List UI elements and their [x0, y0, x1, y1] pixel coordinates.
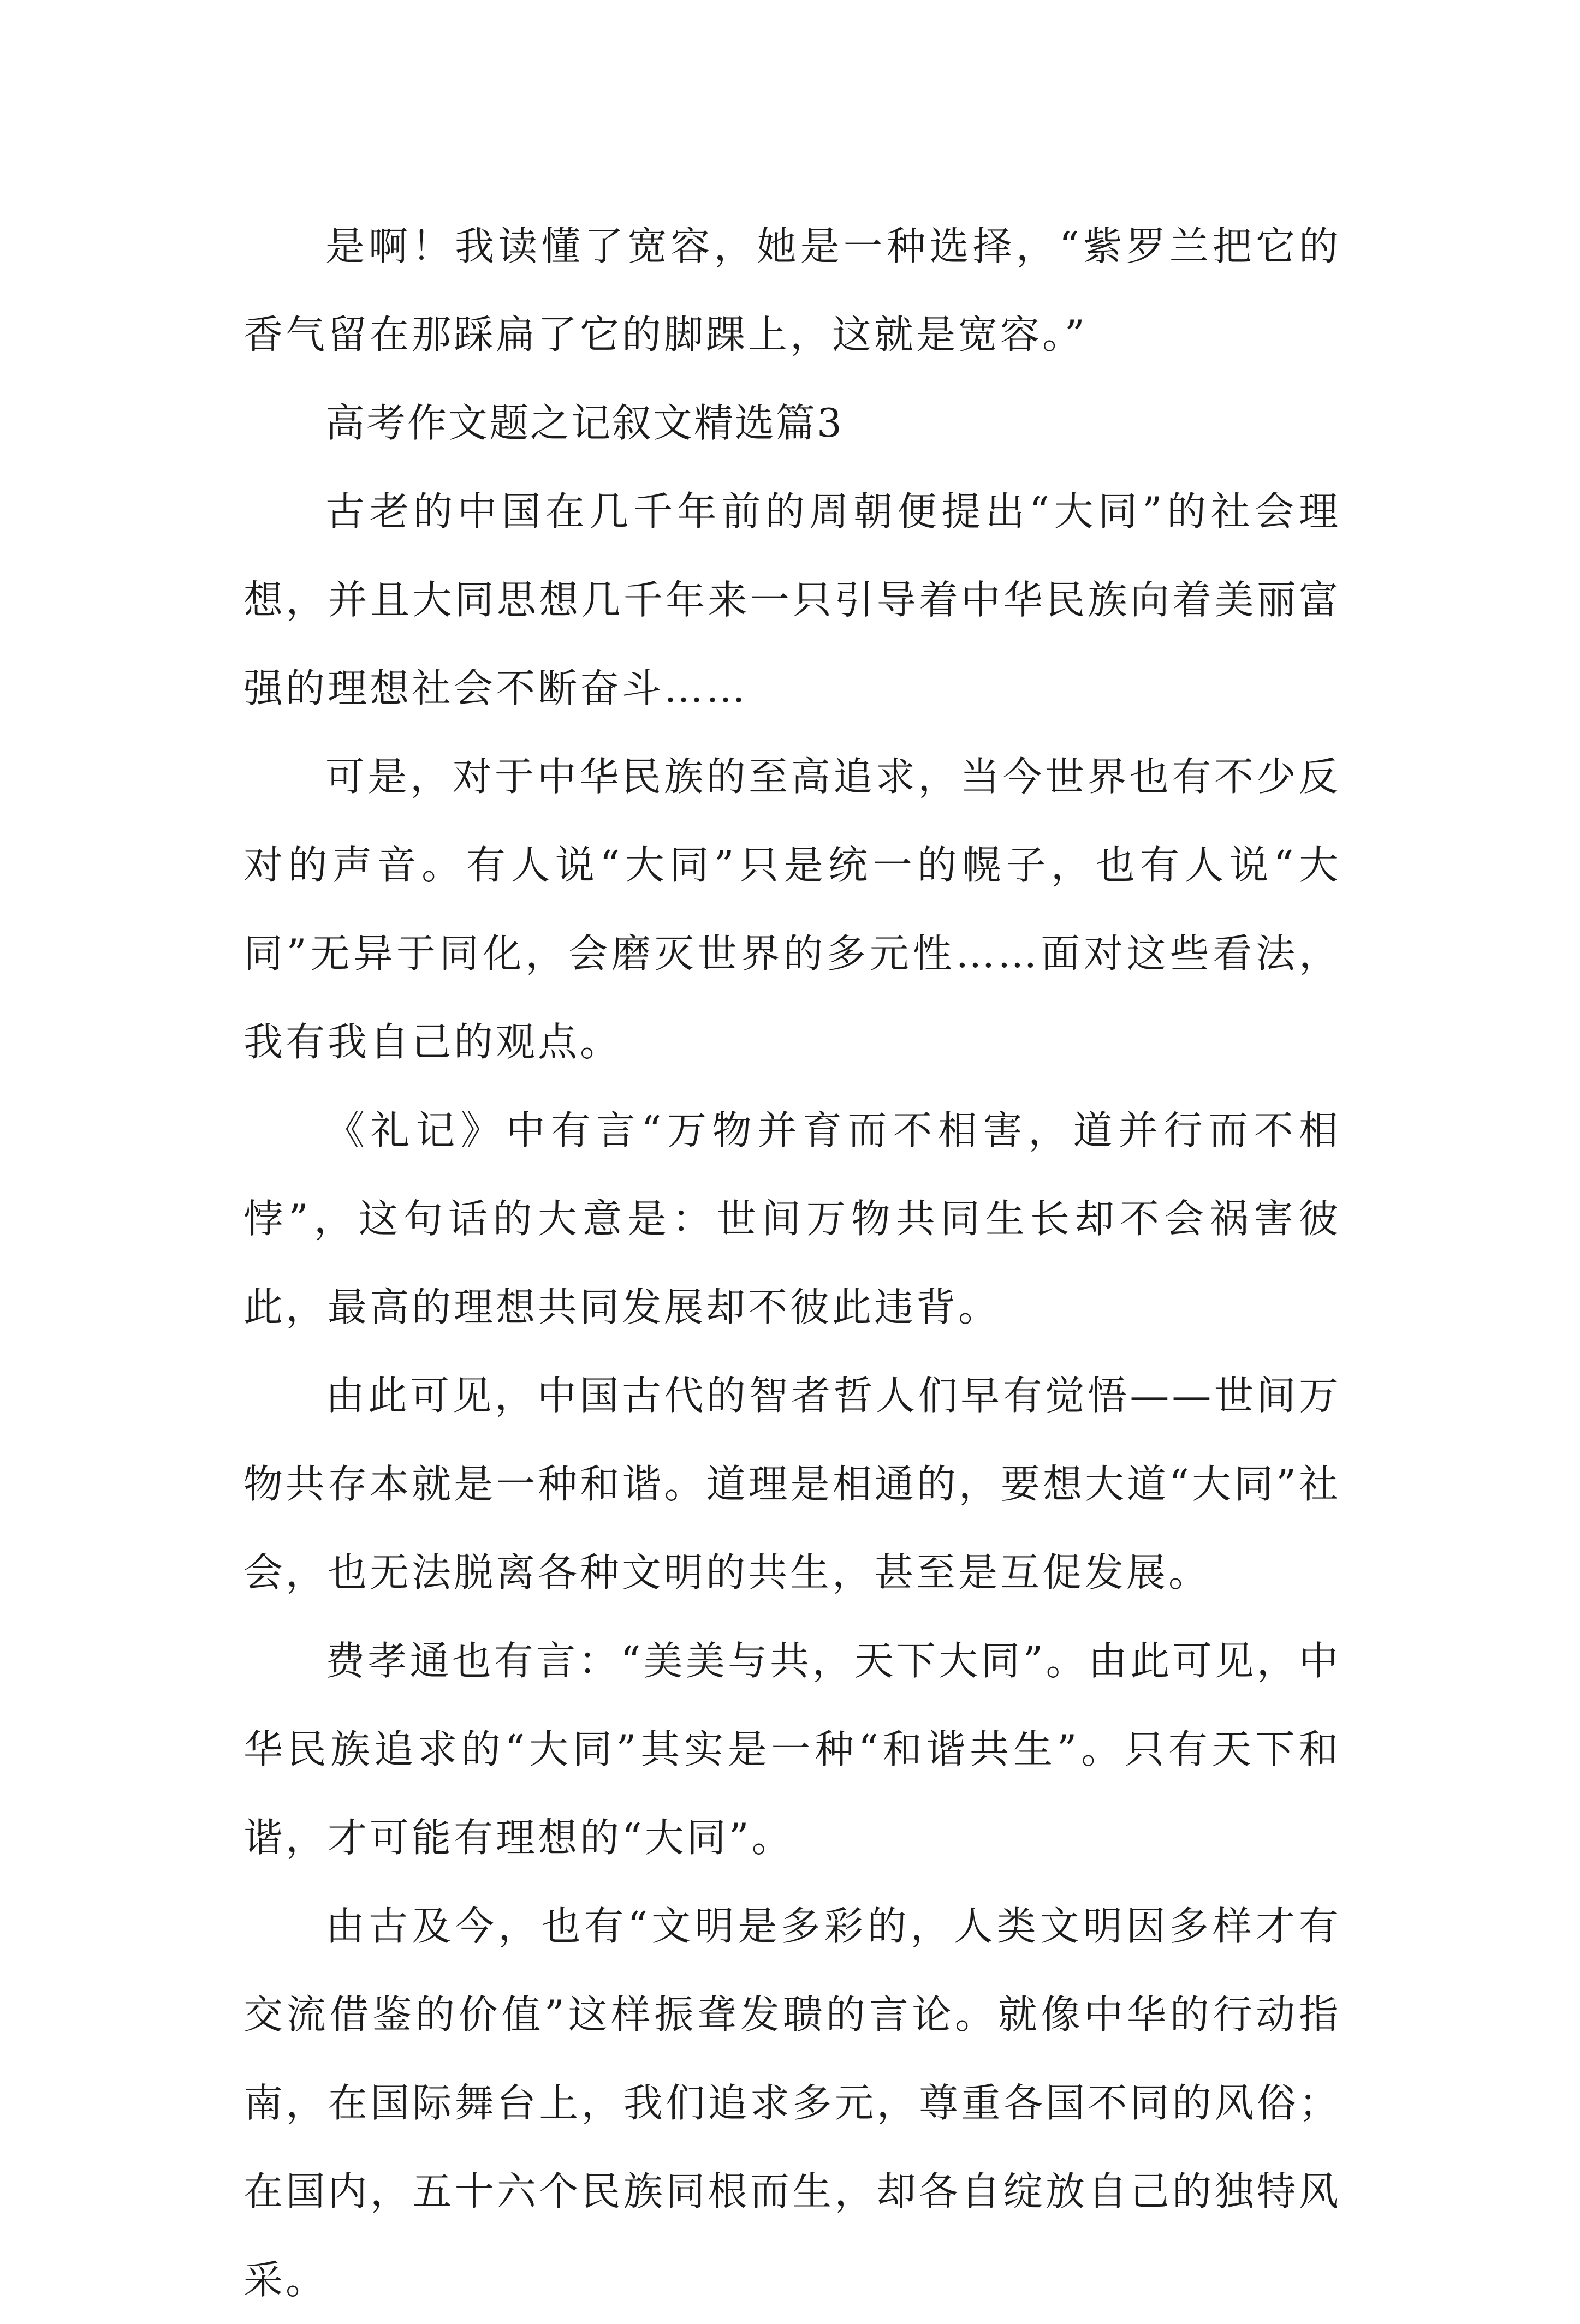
- paragraph-6: 费孝通也有言：“美美与共，天下大同”。由此可见，中华民族追求的“大同”其实是一种“和谐共生”。只有天下和谐，才可能有理想的“大同”。: [243, 1638, 1341, 1861]
- paragraph-3: 可是，对于中华民族的至高追求，当今世界也有不少反对的声音。有人说“大同”只是统一的幌子，也有人说“大同”无异于同化，会磨灭世界的多元性……面对这些看法，我有我自己的观点。: [243, 754, 1341, 1065]
- paragraph-4: 《礼记》中有言“万物并育而不相害，道并行而不相悖”，这句话的大意是：世间万物共同生长却不会祸害彼此，最高的理想共同发展却不彼此违背。: [243, 1107, 1341, 1330]
- document-body: [243, 202, 1341, 2324]
- paragraph-7: 由古及今，也有“文明是多彩的，人类文明因多样才有交流借鉴的价值”这样振聋发聩的言论。就像中华的行动指南，在国际舞台上，我们追求多元，尊重各国不同的风俗；在国内，五十六个民族同根而生，却各自绽放自己的独特风采。: [243, 1903, 1341, 2303]
- paragraph-5: 由此可见，中国古代的智者哲人们早有觉悟——世间万物共存本就是一种和谐。道理是相通的，要想大道“大同”社会，也无法脱离各种文明的共生，甚至是互促发展。: [243, 1373, 1341, 1595]
- paragraph-1: 是啊！我读懂了宽容，她是一种选择，“紫罗兰把它的香气留在那踩扁了它的脚踝上，这就是宽容。”: [243, 223, 1341, 357]
- section-heading: 高考作文题之记叙文精选篇3: [325, 400, 844, 446]
- paragraph-2: 古老的中国在几千年前的周朝便提出“大同”的社会理想，并且大同思想几千年来一只引导着中华民族向着美丽富强的理想社会不断奋斗……: [243, 488, 1341, 711]
